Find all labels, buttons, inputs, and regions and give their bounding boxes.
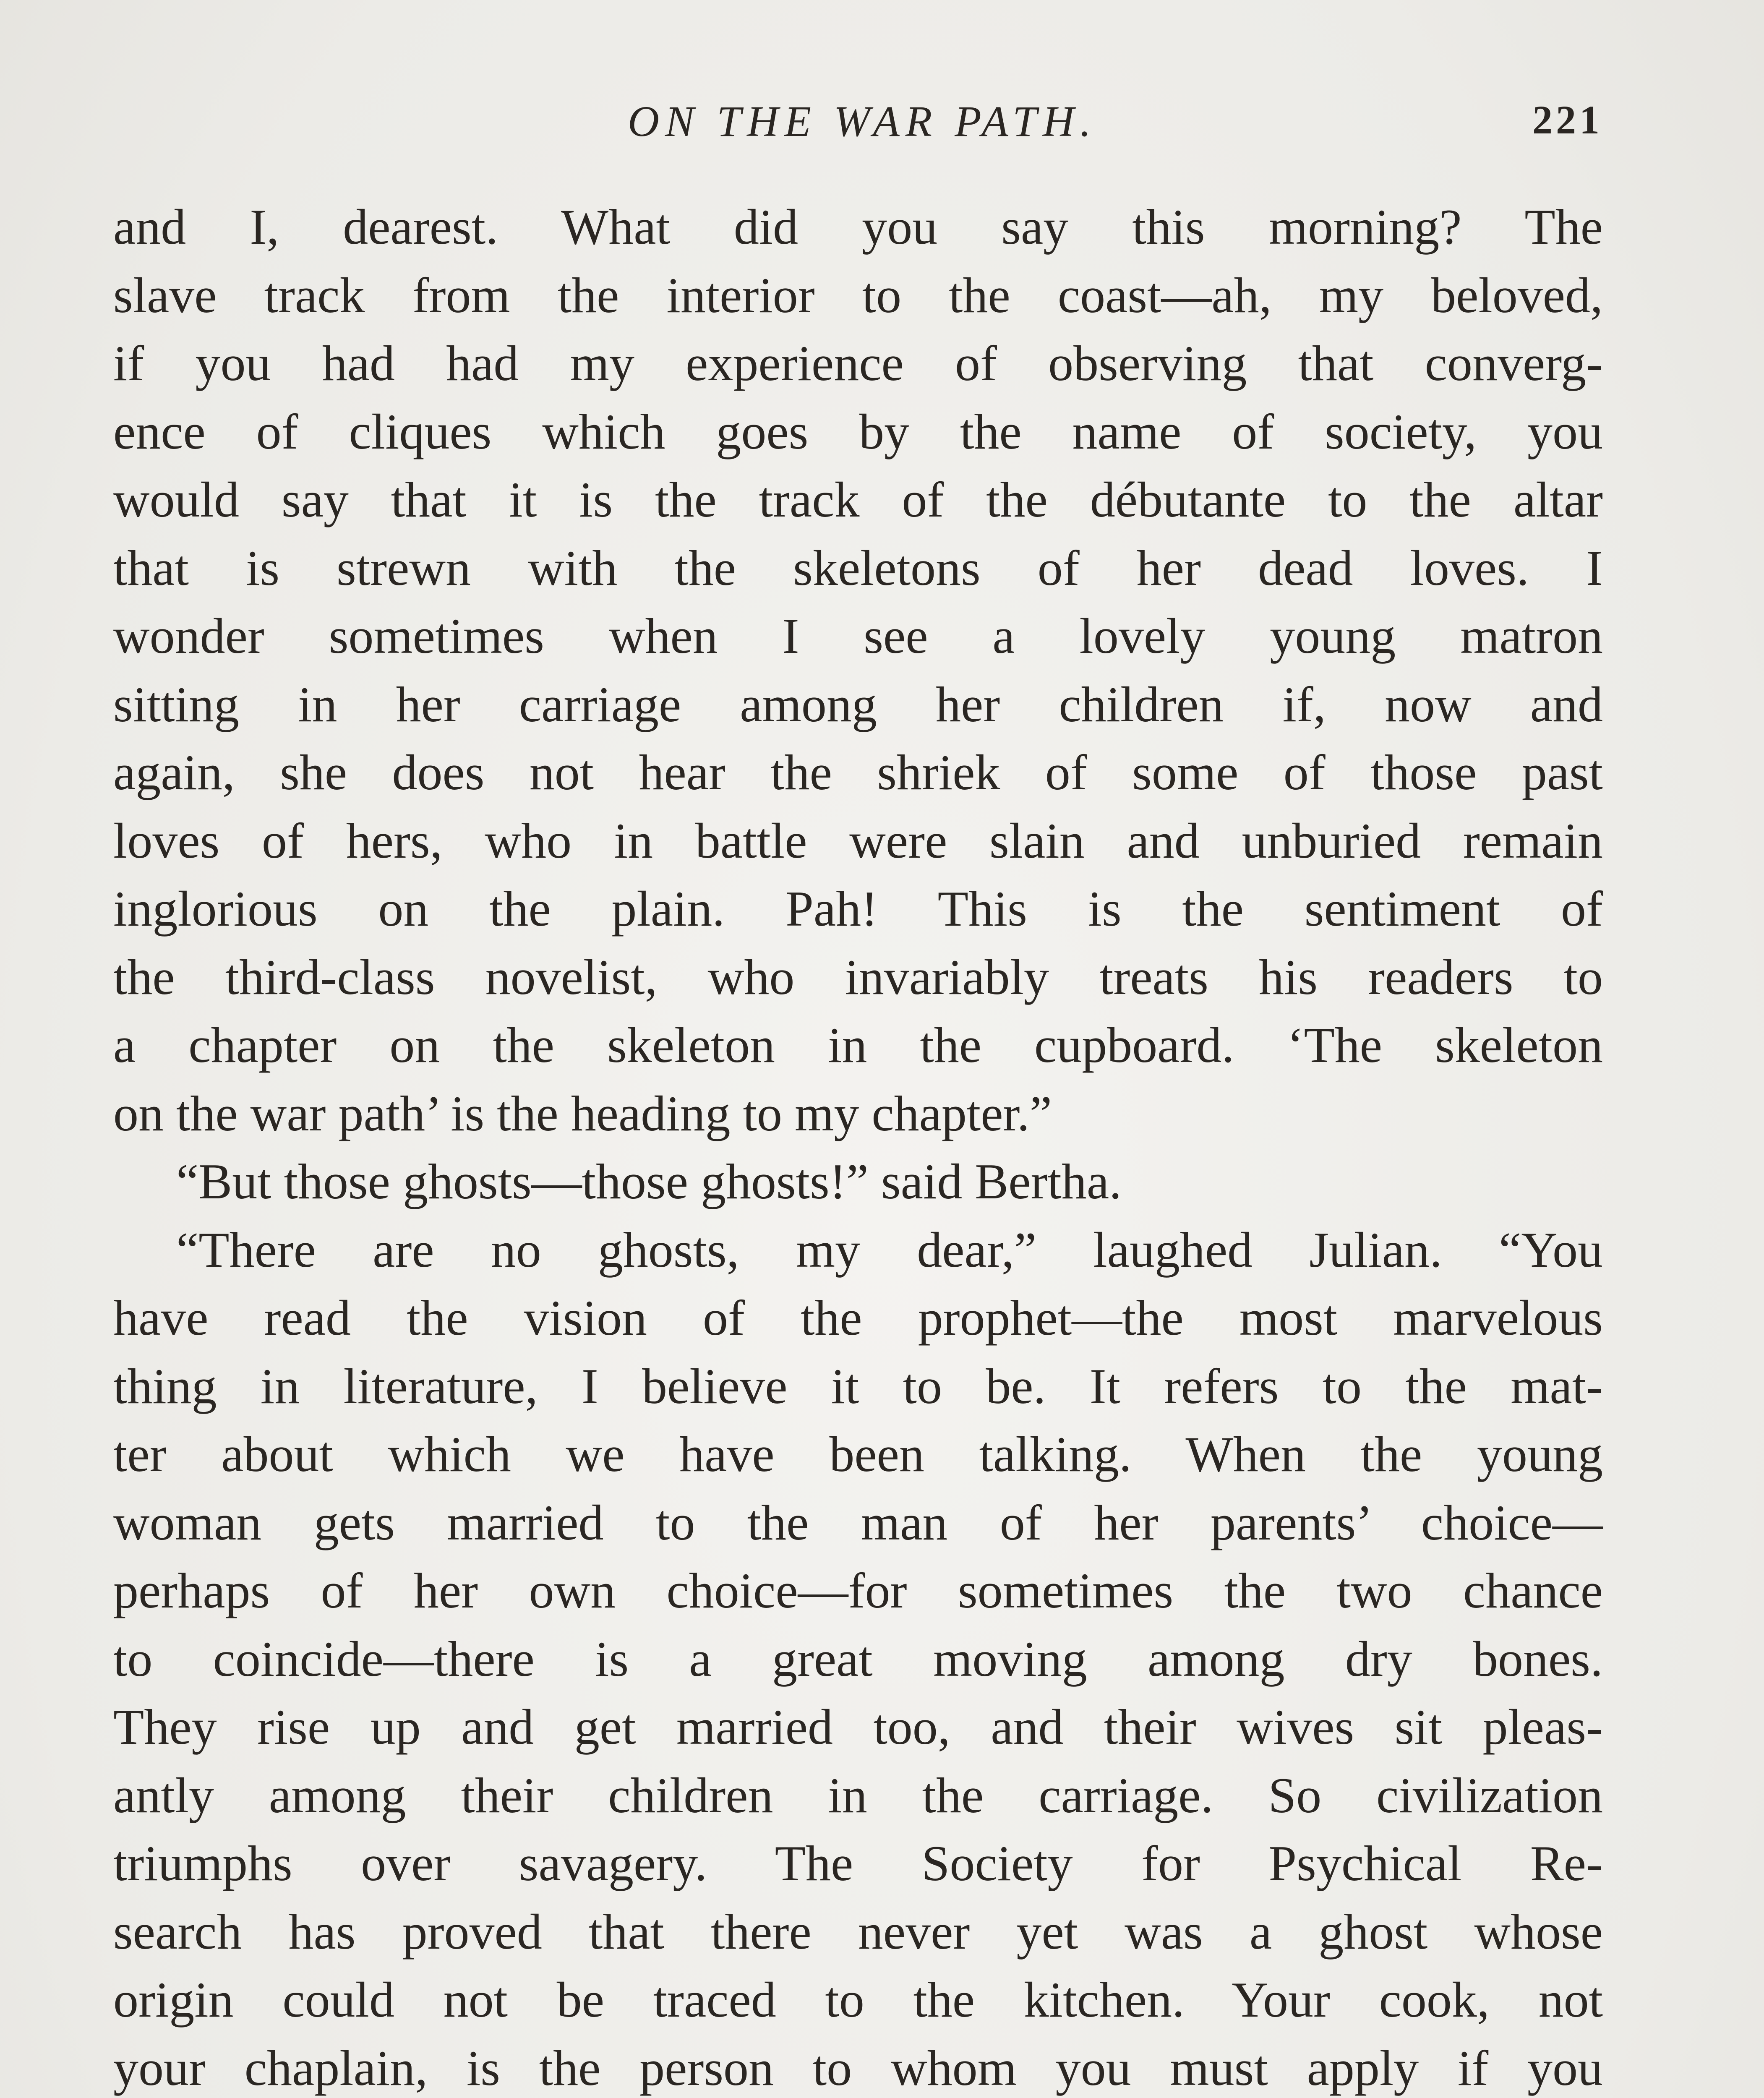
text-line: if you had had my experience of observing that converg- [113, 335, 1603, 391]
text-line: origin could not be traced to the kitchen. Your cook, not [113, 1972, 1603, 2028]
text-line: that is strewn with the skeletons of her dead loves. I [113, 540, 1603, 596]
text-line: “But those ghosts—those ghosts!” said Bertha. [176, 1153, 1122, 1209]
text-line: antly among their children in the carriage. So civilization [113, 1767, 1603, 1823]
text-line: “There are no ghosts, my dear,” laughed Julian. “You [176, 1221, 1603, 1278]
running-head [122, 97, 1603, 155]
running-title: ON THE WAR PATH. [627, 97, 1097, 146]
text-line: ter about which we have been talking. When the young [113, 1426, 1603, 1482]
text-line: a chapter on the skeleton in the cupboard. ‘The skeleton [113, 1017, 1603, 1073]
text-line: your chaplain, is the person to whom you must apply if you [113, 2040, 1603, 2096]
text-line: and I, dearest. What did you say this morning? The [113, 199, 1603, 255]
text-line: again, she does not hear the shriek of some of those past [113, 744, 1603, 800]
text-line: search has proved that there never yet was a ghost whose [113, 1903, 1603, 1960]
text-line: the third-class novelist, who invariably treats his readers to [113, 949, 1603, 1005]
text-line: perhaps of her own choice—for sometimes the two chance [113, 1563, 1603, 1618]
text-line: inglorious on the plain. Pah! This is the sentiment of [113, 881, 1603, 937]
text-line: sitting in her carriage among her children if, now and [113, 676, 1603, 732]
text-line: to coincide—there is a great moving among dry bones. [113, 1631, 1603, 1687]
page-number: 221 [1532, 97, 1603, 142]
text-line: triumphs over savagery. The Society for Psychical Re- [113, 1835, 1603, 1891]
text-line: on the war path’ is the heading to my chapter.” [113, 1085, 1052, 1141]
text-line: would say that it is the track of the débutante to the altar [113, 472, 1603, 527]
text-line: woman gets married to the man of her parents’ choice— [113, 1494, 1603, 1550]
text-line: thing in literature, I believe it to be. It refers to the mat- [113, 1358, 1603, 1414]
text-line: ence of cliques which goes by the name of society, you [113, 403, 1603, 459]
text-line: loves of hers, who in battle were slain and unburied remain [113, 812, 1603, 869]
text-line: They rise up and get married too, and their wives sit pleas- [113, 1699, 1603, 1755]
text-line: have read the vision of the prophet—the most marvelous [113, 1290, 1603, 1346]
text-line: slave track from the interior to the coast—ah, my beloved, [113, 267, 1603, 323]
text-line: wonder sometimes when I see a lovely young matron [113, 608, 1603, 664]
body-text [113, 193, 1603, 2098]
